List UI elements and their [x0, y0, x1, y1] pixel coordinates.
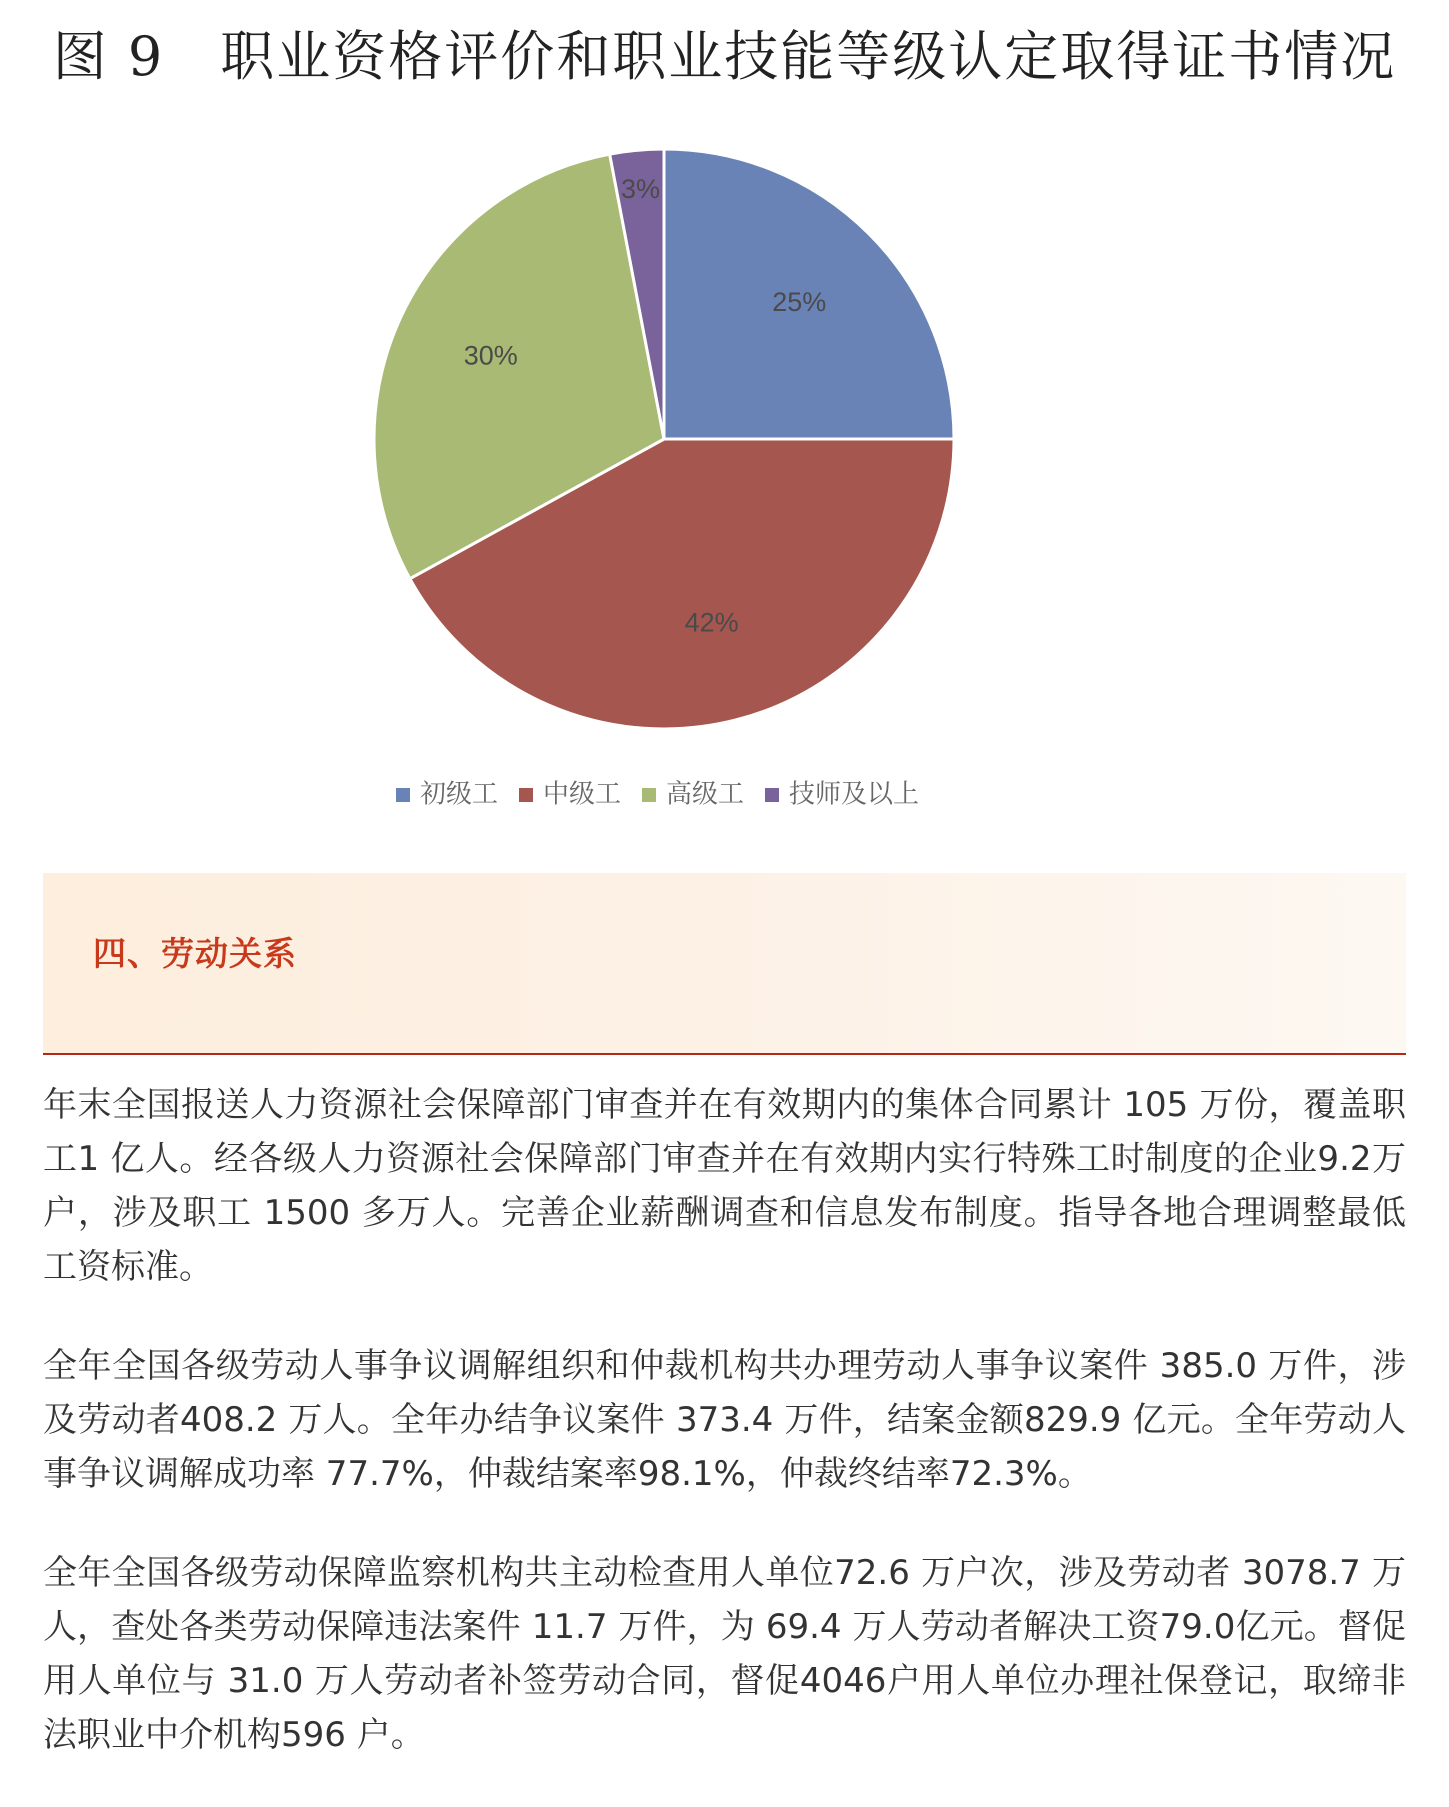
- figure-title: 图 9 职业资格评价和职业技能等级认定取得证书情况: [52, 25, 1397, 88]
- legend-swatch: [396, 788, 410, 802]
- legend-item-2: [519, 780, 621, 810]
- legend-item-4: [765, 780, 919, 810]
- legend-swatch: [642, 788, 656, 802]
- legend-label: 技师及以上: [789, 779, 920, 810]
- pie-slice-label: 25%: [772, 286, 827, 317]
- section-header: [43, 873, 1406, 1055]
- legend-label: 初级工: [420, 779, 499, 810]
- paragraph-labor-inspection: 全年全国各级劳动保障监察机构共主动检查用人单位72.6 万户次，涉及劳动者 3078.7 万人，查处各类劳动保障违法案件 11.7 万件，为 69.4 万人劳动者解决工资79.0亿元。督促用人单位与 31.0 万人劳动者补签劳动合同，督促4046户用人单位办理社保登记，取缔非法职业中介机构596 户。: [43, 1553, 1406, 1755]
- legend-label: 高级工: [666, 779, 745, 810]
- legend-item-3: [642, 780, 744, 810]
- pie-chart: [0, 0, 1449, 860]
- legend-label: 中级工: [543, 779, 622, 810]
- legend-swatch: [519, 788, 533, 802]
- article-body: [43, 1078, 1406, 1807]
- paragraph-labor-disputes: 全年全国各级劳动人事争议调解组织和仲裁机构共办理劳动人事争议案件 385.0 万件，涉及劳动者408.2 万人。全年办结争议案件 373.4 万件，结案金额829.9 亿元。全年劳动人事争议调解成功率 77.7%，仲裁结案率98.1%，仲裁终结率72.3%。: [43, 1346, 1406, 1494]
- pie-slice-label: 30%: [463, 340, 518, 371]
- legend-item-1: [396, 780, 498, 810]
- pie-slice-label: 42%: [684, 607, 739, 638]
- section-heading: 四、劳动关系: [93, 934, 297, 973]
- paragraph-collective-contracts: 年末全国报送人力资源社会保障部门审查并在有效期内的集体合同累计 105 万份，覆盖职工1 亿人。经各级人力资源社会保障部门审查并在有效期内实行特殊工时制度的企业9.2万户，涉及职工 1500 多万人。完善企业薪酬调查和信息发布制度。指导各地合理调整最低工资标准。: [43, 1085, 1406, 1287]
- legend-swatch: [765, 788, 779, 802]
- pie-slice-label: 3%: [620, 173, 661, 204]
